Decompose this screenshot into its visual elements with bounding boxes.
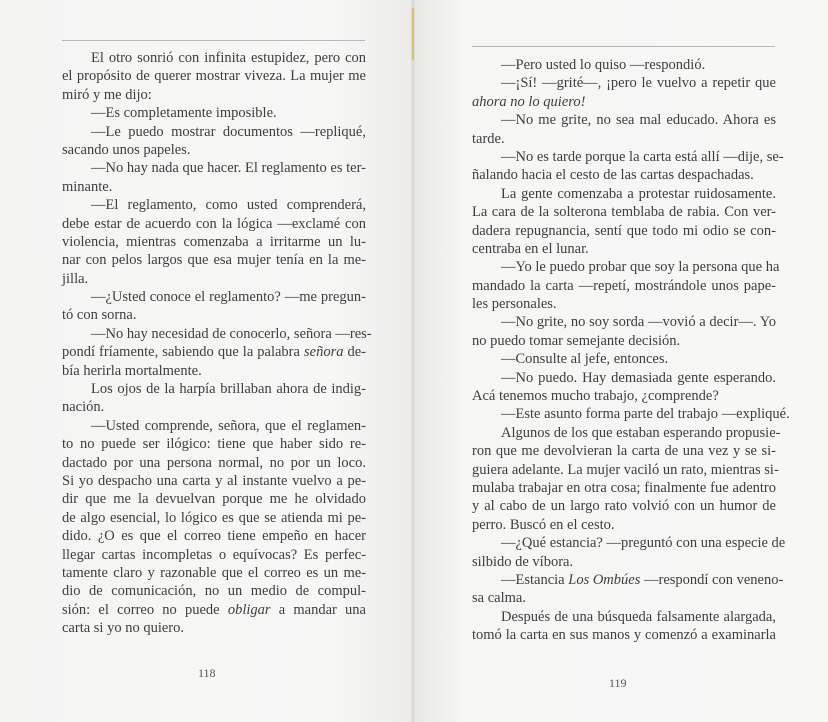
- text-segment: dio de comunicación, no un medio de compul-: [62, 583, 366, 600]
- text-segment: nar con pelos largos que esa mujer tenía en la me-: [62, 252, 366, 269]
- text-line: [62, 233, 366, 251]
- left-page: [0, 0, 412, 722]
- text-line: [62, 306, 366, 324]
- text-line: [472, 166, 776, 184]
- text-line: [62, 435, 366, 453]
- text-line: [472, 74, 776, 92]
- text-segment: —No hay nada que hacer. El reglamento es ter-: [91, 160, 366, 177]
- text-line: [472, 405, 790, 423]
- text-segment: carta si yo no quiero.: [62, 620, 185, 637]
- text-segment: guiera adelante. La mujer vaciló un rato, mientras si-: [472, 461, 779, 478]
- italic-text: obligar: [227, 601, 271, 618]
- text-segment: miró y me dijo:: [62, 86, 152, 103]
- text-segment: —Es completamente imposible.: [91, 105, 277, 122]
- text-line: [472, 185, 776, 203]
- text-line: [472, 442, 776, 460]
- text-segment: —¿Usted conoce el reglamento? —me pregun-: [91, 289, 366, 306]
- text-line: [472, 553, 776, 571]
- text-segment: sacando unos papeles.: [62, 141, 191, 158]
- text-line: [472, 277, 776, 295]
- text-segment: La cara de la solterona temblaba de rabia. Con ver-: [472, 204, 776, 221]
- text-segment: —¿Qué estancia? —preguntó con una especie de: [501, 535, 786, 552]
- text-segment: tó con sorna.: [62, 307, 137, 324]
- text-line: [472, 461, 779, 479]
- text-segment: de algo esencial, lo lógico es que se atienda mi pe-: [62, 509, 366, 526]
- text-line: [472, 369, 776, 387]
- text-segment: Acá tenemos mucho trabajo, ¿comprende?: [472, 388, 719, 405]
- text-line: [472, 534, 786, 552]
- text-line: [62, 67, 366, 85]
- italic-text: señora: [303, 344, 344, 361]
- text-segment: perro. Buscó en el cesto.: [472, 516, 615, 533]
- text-segment: debe estar de acuerdo con la lógica —exclamé con: [62, 215, 366, 232]
- text-line: [62, 343, 366, 361]
- text-segment: dir que me la devuelvan porque me he olvidado: [62, 491, 366, 508]
- text-segment: El otro sonrió con infinita estupidez, pero con: [91, 50, 366, 66]
- text-segment: —¡Sí! —grité—, ¡pero le vuelvo a repetir que: [501, 75, 776, 92]
- text-segment: —No me grite, no sea mal educado. Ahora es: [501, 112, 776, 129]
- text-line: [62, 509, 366, 527]
- text-segment: el propósito de querer mostrar viveza. La mujer me: [62, 68, 366, 85]
- text-line: [472, 387, 776, 405]
- text-segment: violencia, mientras comenzaba a irritarme un lu-: [62, 233, 366, 250]
- text-segment: —Este asunto forma parte del trabajo —expliqué.: [501, 406, 790, 423]
- text-line: [62, 178, 366, 196]
- text-segment: to no puede ser ilógico: tiene que haber sido re-: [62, 436, 366, 453]
- text-line: [62, 251, 366, 269]
- italic-text: ahora no lo quiero!: [472, 93, 586, 110]
- text-line: [472, 332, 776, 350]
- text-segment: —Yo le puedo probar que soy la persona que ha: [501, 259, 780, 276]
- text-segment: pondí fríamente, sabiendo que la palabra: [62, 344, 304, 361]
- text-line: [472, 93, 776, 111]
- text-line: [472, 424, 781, 442]
- text-segment: sa calma.: [472, 590, 526, 607]
- text-segment: jilla.: [62, 270, 89, 287]
- text-segment: dadera repugnancia, sentí que todo mi odio se con-: [472, 222, 776, 239]
- text-line: [472, 203, 776, 221]
- text-line: [472, 56, 776, 74]
- text-segment: —Pero usted lo quiso —respondió.: [501, 57, 706, 73]
- text-segment: minante.: [62, 178, 113, 195]
- text-line: [472, 148, 784, 166]
- text-segment: Algunos de los que estaban esperando propusie-: [501, 424, 781, 441]
- text-segment: —El reglamento, como usted comprenderá,: [91, 197, 366, 214]
- text-line: [62, 398, 366, 416]
- text-segment: a mandar una: [270, 601, 366, 618]
- text-segment: ñalando hacia el cesto de las cartas despachadas.: [472, 167, 754, 184]
- text-segment: Los ojos de la harpía brillaban ahora de indig-: [91, 381, 366, 398]
- text-line: [472, 111, 776, 129]
- text-line: [472, 516, 776, 534]
- header-rule: [472, 46, 775, 47]
- text-line: [472, 313, 776, 331]
- text-segment: Si yo despacho una carta y al instante vuelvo a pe-: [62, 472, 366, 489]
- text-segment: —No es tarde porque la carta está allí —dije, se-: [501, 148, 784, 165]
- italic-text: Los Ombúes: [568, 571, 641, 588]
- text-line: [62, 86, 366, 104]
- text-line: [472, 130, 776, 148]
- text-line: [62, 527, 366, 545]
- text-segment: La gente comenzaba a protestar ruidosamente.: [501, 185, 776, 202]
- text-line: [62, 123, 366, 141]
- text-line: [472, 295, 776, 313]
- text-segment: tamente claro y razonable que el correo es un me-: [62, 564, 366, 581]
- text-segment: —respondí con veneno-: [640, 571, 784, 588]
- book-gutter: [411, 0, 415, 722]
- text-segment: —Le puedo mostrar documentos —repliqué,: [91, 123, 366, 140]
- text-segment: centraba en el lunar.: [472, 240, 589, 257]
- text-line: [62, 601, 366, 619]
- text-segment: —Consulte al jefe, entonces.: [501, 351, 669, 368]
- text-segment: —Usted comprende, señora, que el reglamen-: [91, 417, 366, 434]
- text-line: [62, 582, 366, 600]
- bookmark-ribbon: [412, 8, 414, 60]
- text-line: [472, 589, 776, 607]
- text-segment: de-: [343, 344, 367, 361]
- text-line: [472, 571, 784, 589]
- right-page-text: [472, 56, 790, 645]
- text-line: [62, 288, 366, 306]
- text-segment: mandado la carta —repetí, mostrándole unos pape-: [472, 277, 776, 294]
- text-segment: y al cabo de un largo rato volvió con un humor de: [472, 498, 776, 515]
- text-line: [62, 159, 366, 177]
- text-line: [62, 380, 366, 398]
- text-line: [62, 490, 366, 508]
- left-page-text: [62, 49, 372, 638]
- text-segment: tomó la carta en sus manos y comenzó a examinarla: [472, 627, 776, 644]
- text-line: [62, 196, 366, 214]
- text-segment: tarde.: [472, 130, 505, 147]
- text-segment: —No hay necesidad de conocerlo, señora —res-: [91, 325, 372, 342]
- text-line: [62, 141, 366, 159]
- text-line: [62, 325, 372, 343]
- text-line: [472, 479, 776, 497]
- text-line: [62, 546, 366, 564]
- text-line: [62, 104, 366, 122]
- text-segment: mulaba trabajar en otra cosa; finalmente fue adentro: [472, 479, 776, 496]
- text-line: [62, 49, 366, 67]
- text-segment: dactado por una persona normal, no por un loco.: [62, 454, 366, 471]
- text-segment: ron que me devolvieran la carta de una vez y se si-: [472, 443, 776, 460]
- text-line: [62, 270, 366, 288]
- text-segment: bía herirla mortalmente.: [62, 362, 202, 379]
- text-segment: —No puedo. Hay demasiada gente esperando.: [501, 369, 776, 386]
- text-segment: —No grite, no soy sorda —vovió a decir—. Yo: [501, 314, 776, 331]
- text-line: [472, 608, 776, 626]
- page-number: 119: [609, 676, 627, 690]
- text-line: [472, 240, 776, 258]
- text-line: [62, 362, 366, 380]
- text-line: [62, 472, 366, 490]
- text-line: [62, 564, 366, 582]
- text-line: [62, 215, 366, 233]
- text-line: [62, 417, 366, 435]
- text-line: [62, 454, 366, 472]
- text-segment: Después de una búsqueda falsamente alargada,: [501, 608, 776, 625]
- text-segment: les personales.: [472, 296, 557, 313]
- text-line: [472, 258, 780, 276]
- text-line: [62, 619, 366, 637]
- text-line: [472, 497, 776, 515]
- text-line: [472, 626, 776, 644]
- text-segment: silbido de víbora.: [472, 553, 574, 570]
- text-segment: llegar cartas incompletas o equívocas? Es perfec-: [62, 546, 366, 563]
- page-number: 118: [198, 666, 216, 680]
- text-line: [472, 222, 776, 240]
- text-segment: no puedo tomar semejante decisión.: [472, 332, 681, 349]
- right-page: [414, 0, 828, 722]
- header-rule: [62, 40, 365, 41]
- text-segment: —Estancia: [501, 571, 569, 588]
- text-segment: sión: el correo no puede: [62, 601, 228, 618]
- text-line: [472, 350, 776, 368]
- text-segment: dido. ¿O es que el correo tiene empeño en hacer: [62, 528, 366, 545]
- text-segment: nación.: [62, 399, 105, 416]
